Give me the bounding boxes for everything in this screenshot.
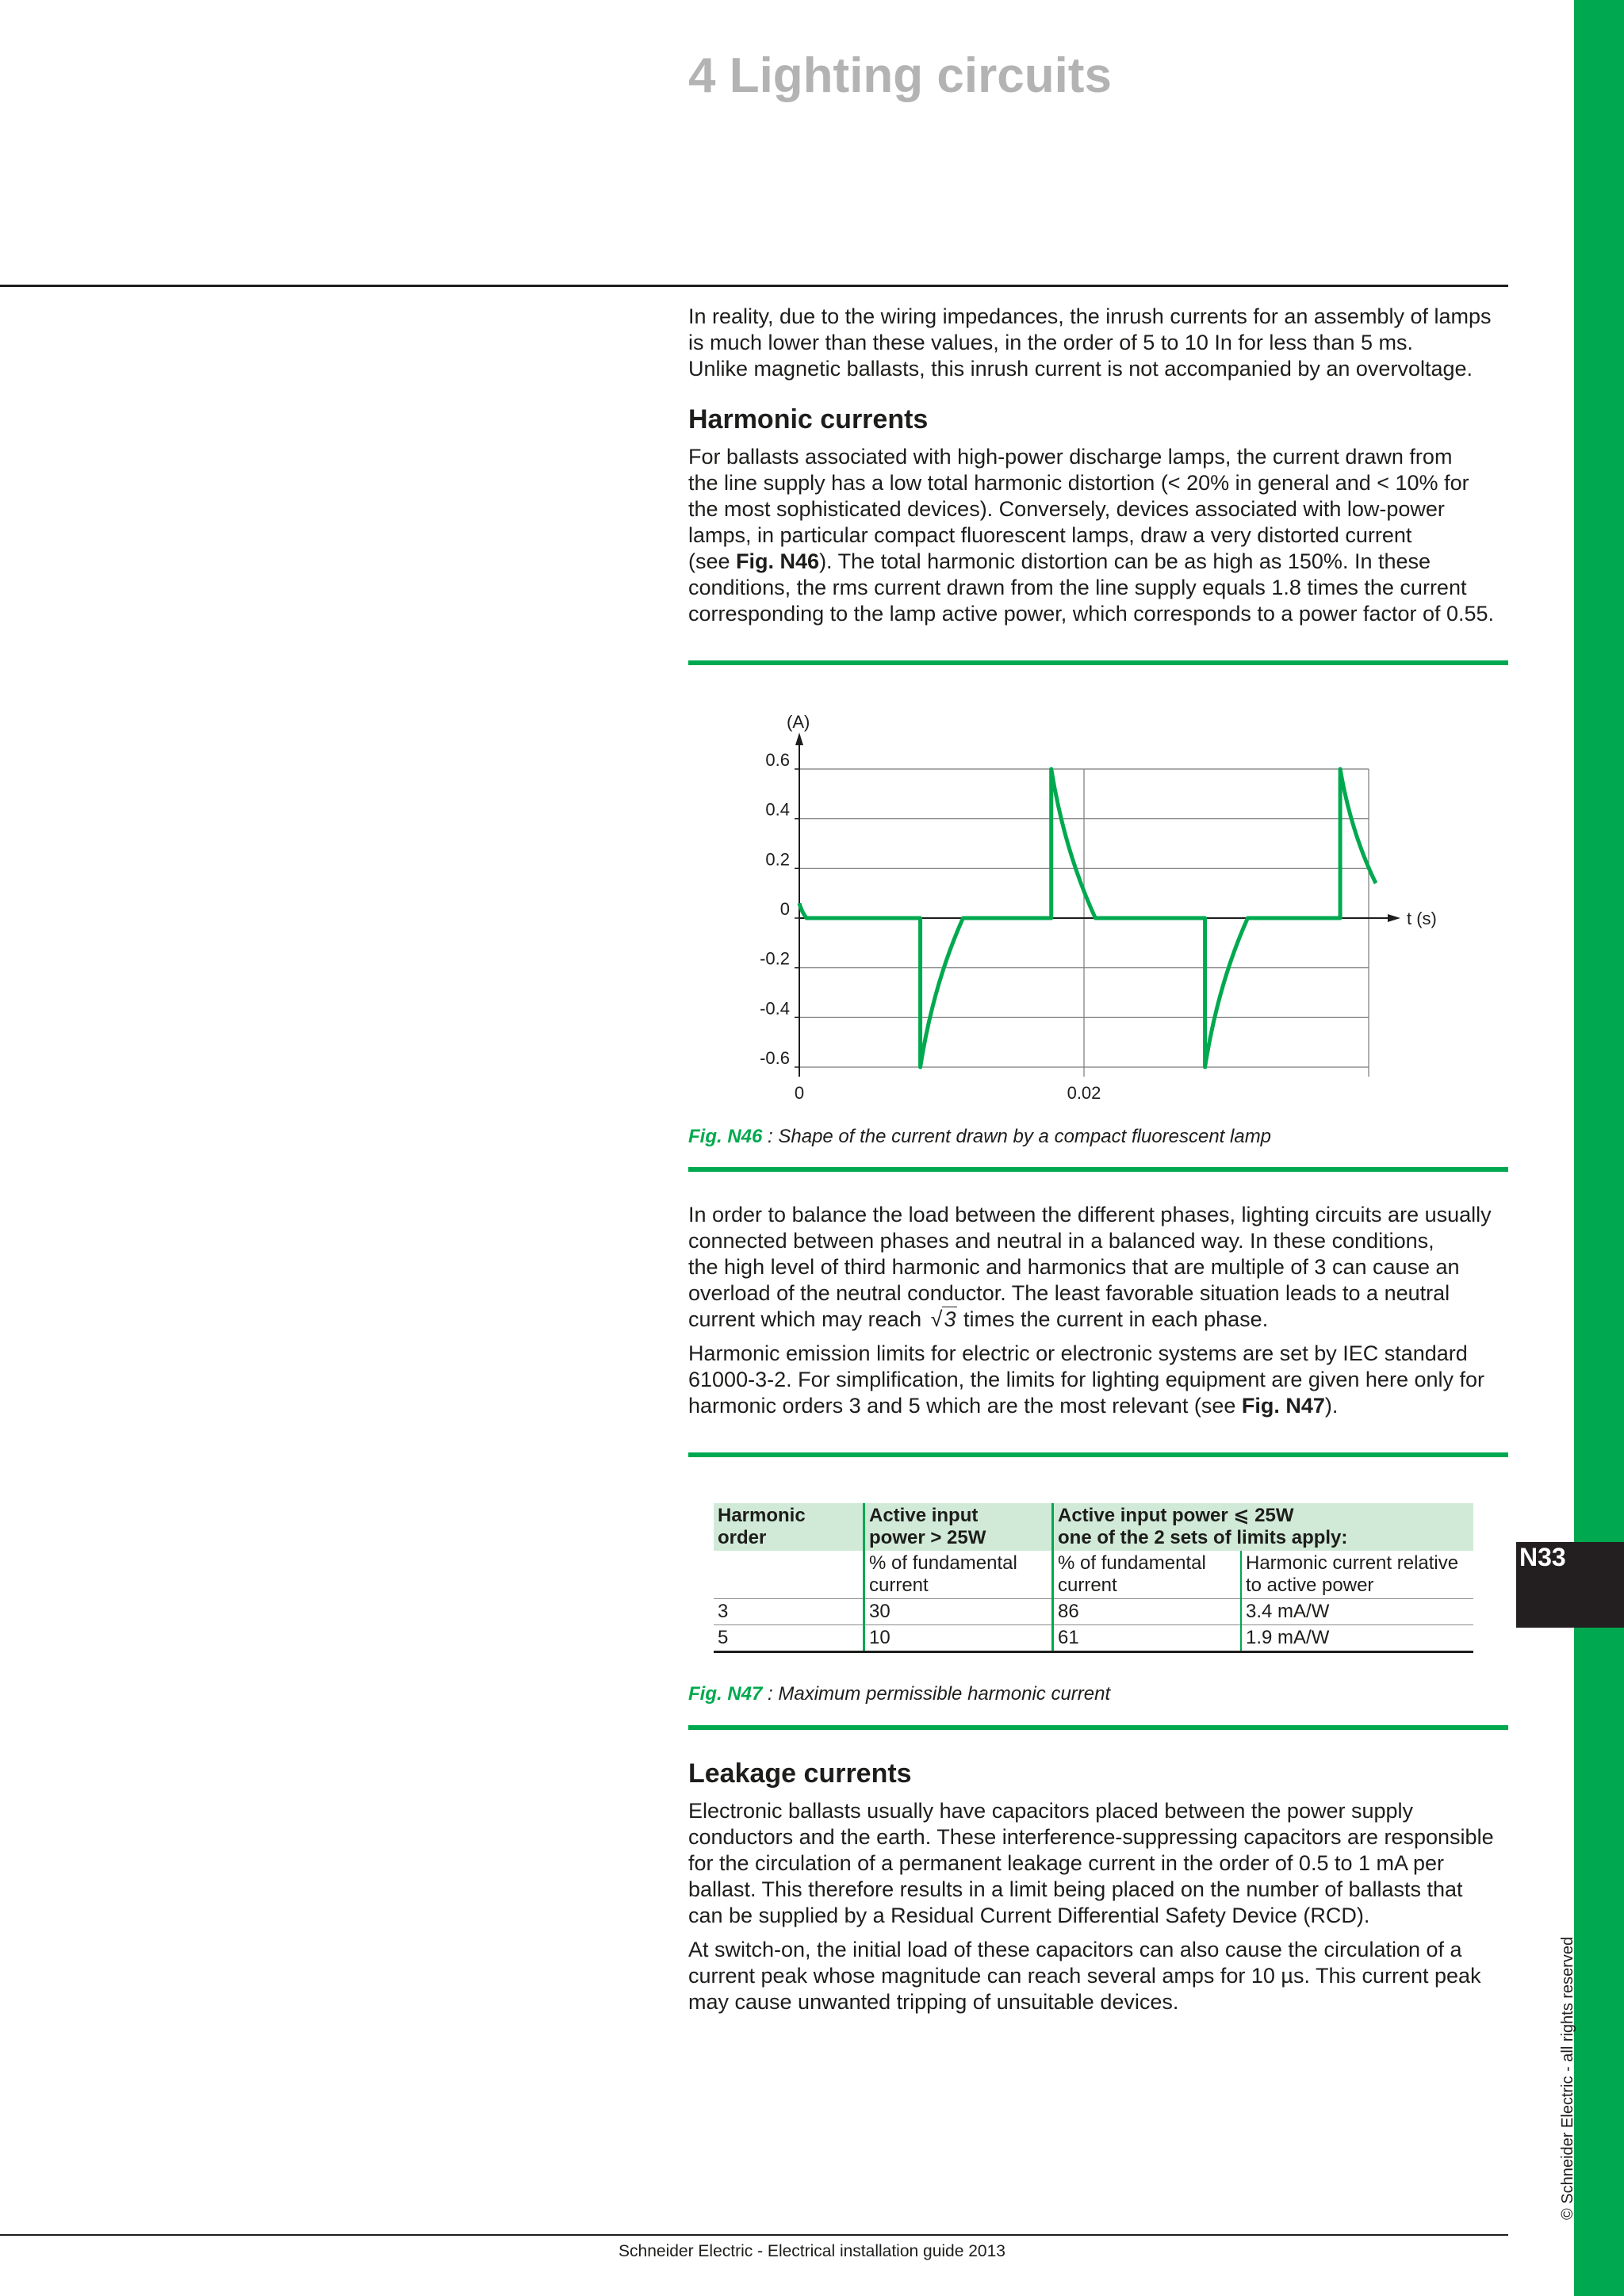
balance-paragraph — [688, 1202, 1513, 1333]
text-line: the line supply has a low total harmonic distortion (< 20% in general and < 10% for — [688, 471, 1469, 495]
figure-reference: Fig. N47 — [1241, 1394, 1325, 1418]
section-heading-harmonic: Harmonic currents — [688, 404, 929, 434]
figure-reference: Fig. N46 — [736, 549, 820, 573]
table-row — [714, 1599, 1473, 1625]
y-tick-label: -0.2 — [760, 948, 790, 969]
figure-rule-top — [688, 1452, 1508, 1457]
table-row — [714, 1625, 1473, 1652]
text-line: conductors and the earth. These interference-suppressing capacitors are responsible — [688, 1825, 1494, 1849]
figure-label: Fig. N46 — [688, 1126, 763, 1147]
text-line: connected between phases and neutral in a balanced way. In these conditions, — [688, 1229, 1434, 1253]
text-line: 61000-3-2. For simplification, the limits for lighting equipment are given here only for — [688, 1368, 1484, 1391]
y-tick-label: 0 — [779, 899, 790, 919]
figure-rule-top — [688, 660, 1508, 665]
text-line — [688, 1307, 1513, 1333]
y-tick-label: 0.6 — [765, 750, 790, 770]
copyright-notice: © Schneider Electric - all rights reserved — [1559, 1936, 1576, 2220]
y-tick-label: -0.4 — [760, 998, 790, 1019]
page-number: N33 — [1519, 1543, 1566, 1571]
subheader-cell: % of fundamental current — [1053, 1551, 1242, 1599]
text-fragment: (see — [688, 549, 737, 573]
table-cell: 30 — [864, 1599, 1053, 1625]
text-line: For ballasts associated with high-power discharge lamps, the current drawn from — [688, 445, 1453, 469]
text-line: may cause unwanted tripping of unsuitable devices. — [688, 1990, 1179, 2014]
header-rule — [0, 285, 1508, 287]
caption-text: : Maximum permissible harmonic current — [762, 1683, 1111, 1705]
footer-rule — [0, 2234, 1508, 2236]
footer-text: Schneider Electric - Electrical installation guide 2013 — [619, 2242, 1005, 2260]
figure-label: Fig. N47 — [688, 1683, 763, 1705]
x-tick-label: 0.02 — [1067, 1083, 1101, 1103]
text-line: corresponding to the lamp active power, which corresponds to a power factor of 0.55. — [688, 602, 1495, 626]
leakage-paragraph — [688, 1798, 1513, 1929]
table-subheader-row — [714, 1551, 1473, 1599]
figure-rule-bottom — [688, 1725, 1508, 1730]
table-header-row — [714, 1503, 1473, 1551]
figure-rule-bottom — [688, 1167, 1508, 1172]
intro-paragraph — [688, 304, 1513, 382]
y-tick-label: 0.4 — [765, 799, 790, 820]
text-line: ballast. This therefore results in a limit being placed on the number of ballasts that — [688, 1877, 1463, 1901]
table-cell: 10 — [864, 1625, 1053, 1652]
text-line: the high level of third harmonic and harmonics that are multiple of 3 can cause an — [688, 1255, 1460, 1279]
text-line: conditions, the rms current drawn from the line supply equals 1.8 times the current — [688, 576, 1467, 599]
figure-caption-n47 — [688, 1683, 1110, 1705]
chapter-title: 4 Lighting circuits — [688, 48, 1112, 103]
text-fragment: ). The total harmonic distortion can be as high as 150%. In these — [819, 549, 1431, 573]
radicand: 3 — [944, 1307, 956, 1331]
text-line — [688, 549, 1513, 575]
x-axis-arrow — [1388, 914, 1400, 922]
page-footer — [0, 2242, 1624, 2261]
text-line: the most sophisticated devices). Conversely, devices associated with low-power — [688, 497, 1445, 521]
header-cell: Active input power ⩽ 25W one of the 2 sets of limits apply: — [1053, 1503, 1474, 1551]
text-fragment: harmonic orders 3 and 5 which are the most relevant (see — [688, 1394, 1242, 1418]
table-cell: 1.9 mA/W — [1241, 1625, 1473, 1652]
text-line: Electronic ballasts usually have capacitors placed between the power supply — [688, 1799, 1414, 1823]
x-axis-label: t (s) — [1407, 909, 1437, 928]
text-fragment: ). — [1324, 1394, 1339, 1418]
y-tick-label: 0.2 — [765, 849, 790, 870]
text-line: At switch-on, the initial load of these capacitors can also cause the circulation of a — [688, 1938, 1462, 1961]
text-fragment: times the current in each phase. — [957, 1307, 1269, 1331]
subheader-cell: % of fundamental current — [864, 1551, 1053, 1599]
text-line: lamps, in particular compact fluorescent lamps, draw a very distorted current — [688, 523, 1412, 547]
table-cell: 3 — [714, 1599, 864, 1625]
text-line: is much lower than these values, in the order of 5 to 10 In for less than 5 ms. — [688, 331, 1413, 354]
harmonic-paragraph — [688, 444, 1513, 627]
side-color-band — [1574, 0, 1624, 2296]
switch-on-paragraph — [688, 1937, 1513, 2015]
subheader-cell — [714, 1551, 864, 1599]
text-line: for the circulation of a permanent leakage current in the order of 0.5 to 1 mA per — [688, 1851, 1445, 1875]
text-fragment: current which may reach — [688, 1307, 928, 1331]
table-cell: 5 — [714, 1625, 864, 1652]
section-heading-leakage: Leakage currents — [688, 1758, 912, 1789]
limits-paragraph — [688, 1341, 1513, 1419]
header-cell: Harmonic order — [714, 1503, 864, 1551]
current-waveform-chart — [714, 698, 1475, 1110]
table-cell: 61 — [1053, 1625, 1242, 1652]
text-line: In order to balance the load between the different phases, lighting circuits are usually — [688, 1203, 1492, 1226]
text-line — [688, 1393, 1513, 1419]
sqrt-symbol — [928, 1307, 958, 1333]
caption-text: : Shape of the current drawn by a compact fluorescent lamp — [762, 1126, 1272, 1147]
text-line: Unlike magnetic ballasts, this inrush current is not accompanied by an overvoltage. — [688, 357, 1473, 381]
text-line: Harmonic emission limits for electric or electronic systems are set by IEC standard — [688, 1341, 1468, 1365]
y-tick-label: -0.6 — [760, 1048, 790, 1068]
chart-grid — [799, 769, 1369, 1077]
text-line: In reality, due to the wiring impedances, the inrush currents for an assembly of lamps — [688, 304, 1492, 328]
text-line: overload of the neutral conductor. The least favorable situation leads to a neutral — [688, 1281, 1450, 1305]
subheader-cell: Harmonic current relative to active power — [1241, 1551, 1473, 1599]
y-axis-label: (A) — [787, 712, 810, 732]
text-line: current peak whose magnitude can reach several amps for 10 µs. This current peak — [688, 1964, 1481, 1988]
y-axis-arrow — [795, 733, 803, 745]
harmonic-limits-table — [714, 1503, 1473, 1653]
radical-sign: √ — [930, 1307, 943, 1331]
x-tick-label: 0 — [794, 1083, 805, 1103]
figure-caption-n46 — [688, 1126, 1271, 1148]
text-line: can be supplied by a Residual Current Differential Safety Device (RCD). — [688, 1904, 1370, 1927]
header-cell: Active input power > 25W — [864, 1503, 1053, 1551]
chart-axes — [795, 733, 1400, 1077]
table-cell: 86 — [1053, 1599, 1242, 1625]
page-number-tab — [1516, 1542, 1624, 1628]
table-cell: 3.4 mA/W — [1241, 1599, 1473, 1625]
